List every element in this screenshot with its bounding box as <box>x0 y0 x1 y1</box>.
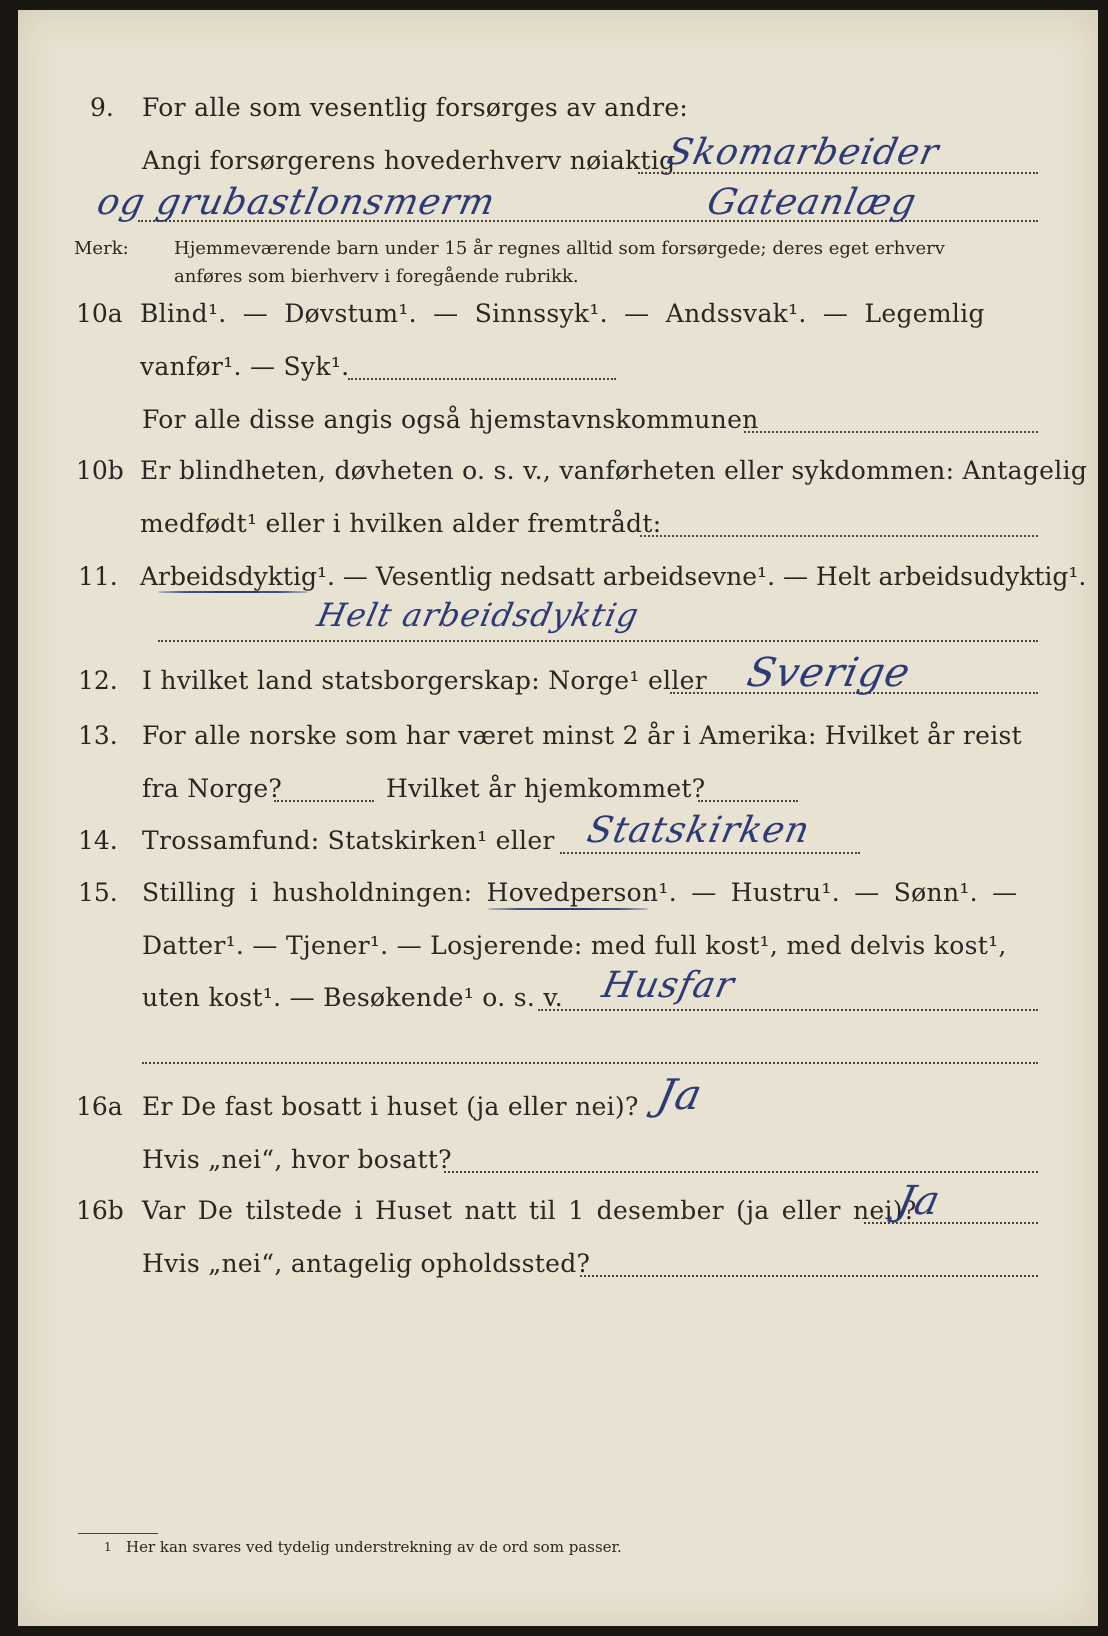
q15-line1: Stilling i husholdningen: Hovedperson¹. — Hustru¹. — Sønn¹. — <box>142 878 1018 907</box>
q15-underline <box>488 908 648 910</box>
q10a-line2: vanfør¹. — Syk¹. <box>140 352 350 381</box>
q10a-hjemstavn-line <box>744 431 1038 433</box>
q13-line1: For alle norske som har været minst 2 år i Amerika: Hvilket år reist <box>142 721 1023 750</box>
q9-answer1: Skomarbeider <box>663 132 943 173</box>
q9-answer2a: og grubastlonsmerm <box>93 182 500 223</box>
q16b-opholdssted-line <box>580 1275 1038 1277</box>
merk-line2: anføres som bierhverv i foregående rubrikk. <box>174 266 579 287</box>
q13-number: 13. <box>78 721 118 750</box>
q10b-line2: medfødt¹ eller i hvilken alder fremtrådt: <box>140 509 662 538</box>
q10b-line1: Er blindheten, døvheten o. s. v., vanførheten eller sykdommen: Antagelig <box>140 456 1088 485</box>
q13-reist-line <box>274 800 374 802</box>
q9-line2: Angi forsørgerens hovederhverv nøiaktig <box>142 146 676 175</box>
q10b-number: 10b <box>76 456 124 485</box>
q16a-number: 16a <box>76 1092 123 1121</box>
merk-label: Merk: <box>74 238 129 259</box>
q12-line1: I hvilket land statsborgerskap: Norge¹ eller <box>142 666 707 695</box>
q13-line2b: Hvilket år hjemkommet? <box>386 774 706 803</box>
footnote-mark: 1 <box>104 1540 112 1554</box>
q15-answer-line <box>538 1009 1038 1011</box>
q13-line2a: fra Norge? <box>142 774 283 803</box>
q13-hjemkommet-line <box>698 800 798 802</box>
q16a-bosatt-line <box>444 1171 1038 1173</box>
footnote-rule <box>78 1533 158 1534</box>
q15-line2: Datter¹. — Tjener¹. — Losjerende: med full kost¹, med delvis kost¹, <box>142 931 1007 960</box>
q11-answer-line <box>158 640 1038 642</box>
q11-line1: Arbeidsdyktig¹. — Vesentlig nedsatt arbeidsevne¹. — Helt arbeidsudyktig¹. <box>140 562 1087 591</box>
q15-extra-line <box>142 1062 1038 1064</box>
q16a-line1: Er De fast bosatt i huset (ja eller nei)? <box>142 1092 639 1121</box>
q11-number: 11. <box>78 562 118 591</box>
q14-answer-line <box>560 852 860 854</box>
q16b-number: 16b <box>76 1196 124 1225</box>
q15-number: 15. <box>78 878 118 907</box>
q16b-answer: Ja <box>893 1178 945 1224</box>
q14-answer: Statskirken <box>583 810 814 851</box>
q9-answer2b: Gateanlæg <box>703 182 921 223</box>
q10a-line3: For alle disse angis også hjemstavnskommunen <box>142 405 759 434</box>
q10b-answer-line <box>640 535 1038 537</box>
q9-number: 9. <box>90 93 114 122</box>
merk-line1: Hjemmeværende barn under 15 år regnes alltid som forsørgede; deres eget erhverv <box>174 238 945 259</box>
q11-answer: Helt arbeidsdyktig <box>313 596 643 634</box>
q16b-line2: Hvis „nei“, antagelig opholdssted? <box>142 1249 591 1278</box>
footnote-text: Her kan svares ved tydelig understrekning av de ord som passer. <box>126 1538 622 1556</box>
q10a-answer-line <box>348 378 616 380</box>
q9-line1: For alle som vesentlig forsørges av andre: <box>142 93 689 122</box>
q10a-line1: Blind¹. — Døvstum¹. — Sinnssyk¹. — Andssvak¹. — Legemlig <box>140 299 985 328</box>
census-form-page <box>18 10 1098 1626</box>
q15-line3: uten kost¹. — Besøkende¹ o. s. v. <box>142 983 564 1012</box>
q12-answer: Sverige <box>743 650 915 696</box>
q12-number: 12. <box>78 666 118 695</box>
q14-line1: Trossamfund: Statskirken¹ eller <box>142 826 555 855</box>
q16a-line2: Hvis „nei“, hvor bosatt? <box>142 1145 452 1174</box>
q10a-number: 10a <box>76 299 123 328</box>
q16a-answer: Ja <box>652 1070 708 1119</box>
q11-underline <box>158 591 308 593</box>
q16b-line1: Var De tilstede i Huset natt til 1 desember (ja eller nei)? <box>142 1196 917 1225</box>
q14-number: 14. <box>78 826 118 855</box>
q15-answer: Husfar <box>598 965 739 1006</box>
q16b-answer-line <box>864 1222 1038 1224</box>
